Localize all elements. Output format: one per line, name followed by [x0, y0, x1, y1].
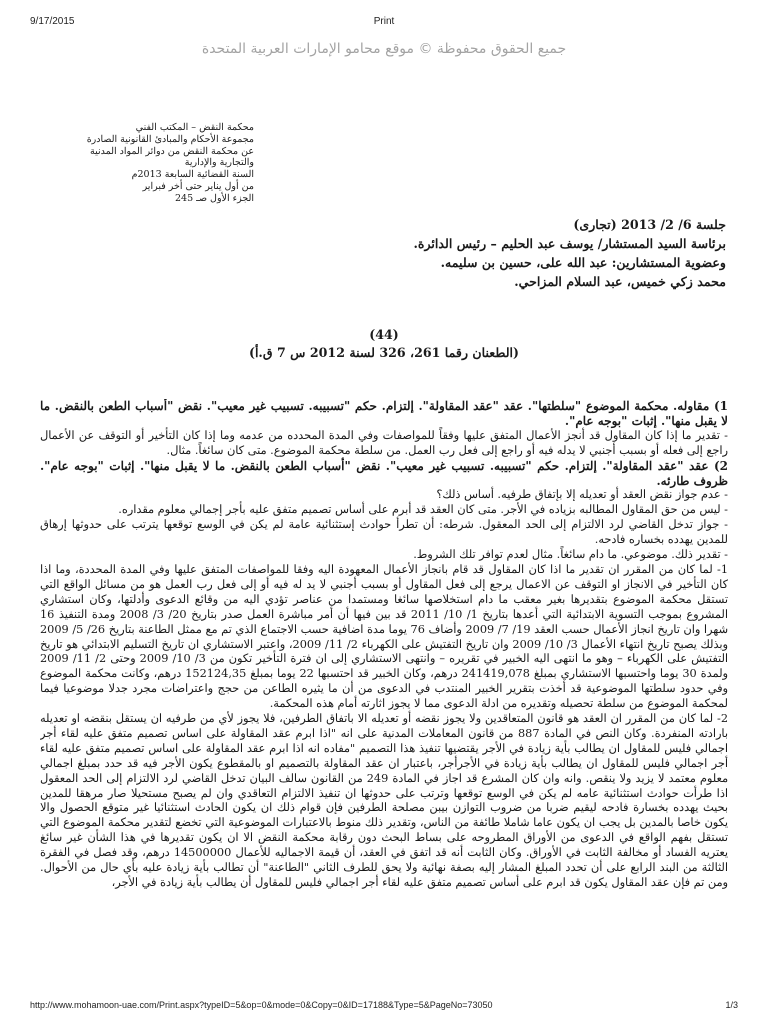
ruling-paragraph: - عدم جواز نقض العقد أو تعديله إلا بإتفاق طرفيه. أساس ذلك؟ [436, 488, 728, 502]
print-title: Print [373, 16, 395, 27]
case-heading [0, 326, 768, 362]
court-info-line: محكمة النقض – المكتب الفني [135, 122, 254, 133]
print-date: 9/17/2015 [30, 16, 75, 27]
court-info-line: مجموعة الأحكام والمبادئ القانونية الصادرة [86, 133, 254, 145]
court-info-line: من أول يناير حتى أخر فبراير [142, 180, 254, 192]
session-members-cont: محمد زكي خميس، عبد السلام المزاحي. [514, 274, 726, 289]
ruling-paragraph: - جواز تدخل القاضي لرد الالتزام إلى الحد المعقول. شرطه: أن تطرأ حوادث إستثنائية عامة لم يكن في الوسع توقعها يترتب على حدوثها إرهاق للمدين يهدده بخساره فادحه. [40, 518, 728, 547]
court-info-line: الجزء الأول صـ 245 [175, 192, 254, 204]
court-info-line: السنة القضائية السابعة 2013م [131, 169, 254, 181]
case-appeals: (الطعنان رقما 261، 326 لسنة 2012 س 7 ق.أ) [248, 345, 520, 360]
ruling-paragraph: 1- لما كان من المقرر ان تقدير ما اذا كان المقاول قد قام بانجاز الأعمال المعهودة اليه وفقا للمواصفات المتفق عليها وفي المدة المحددة، وما اذا كان التأخير في الانجاز او التوقف عن الاعمال يرجع إلى فعل المقاول أو بسبب أجنبي لا يد له فيه أو إلى فعل رب العمل هو من مسائل الواقع التي تستقل محكمة الموضوع بتقديرها بغير معقب ما دام استخلاصها سائغا ومستمدا من عناصر تؤدي اليه من وقائع الدعوى وأدلتها، وكان استشاري المشروع بموجب التسوية الابتدائية التي أعدها بتاريخ 1/ 10/ 2011 قد بين فيها أن أمر مباشرة العمل صدر بتاريخ 20/ 3/ 2008 ومدة التنفيذ 16 شهرا وان تاريخ انجاز الأعمال حسب العقد 19/ 7/ 2009 وأضاف 76 يوما مدة اضافية حسب الاجتماع الذي تم مع ممثل الطاعنة بتاريخ 26/ 5/ 2009 وبذلك يصبح تاريخ انتهاء الأعمال 3/ 10/ 2009 وان تاريخ التفتيش على الكهرباء 2/ 11/ 2009، واعتبر الاستشاري ان تاريخ التسليم الابتدائي هو تاريخ التفتيش على الكهرباء – وهو ما انتهى اليه الخبير في تقريره – وانتهى الاستشاري إلى ان فترة التأخير تكون من 3/ 10/ 2009 وحتى 2/ 11/ 2009 ولمدة 30 يوما واحتسبها الاستشاري بمبلغ 241419,078 درهم، وكان الخبير قد احتسبها 22 يوما بمبلغ 152124,35 درهم، وكانت محكمة الموضوع وفي حدود سلطتها الموضوعية قد أخذت بتقرير الخبير المنتدب في الدعوى من أن ما يثيره الطاعن من حجج واعتراضات مجرد جدلا موضوعيا فيما لمحكمة الموضوع من سلطة تحصيله وتقديره من ادلة الدعوى مما لا يجوز اثارته أمام هذه المحكمة. [40, 562, 728, 711]
session-date: جلسة 6/ 2/ 2013 (تجارى) [573, 217, 726, 232]
session-info [266, 215, 726, 291]
print-footer [30, 1000, 738, 1012]
court-info [34, 122, 254, 205]
session-members: وعضوية المستشارين: عبد الله على، حسين بن سليمه. [440, 255, 726, 270]
session-president: برئاسة السيد المستشار/ يوسف عبد الحليم – رئيس الدائرة. [413, 236, 726, 251]
court-info-line: عن محكمة النقض من دوائر المواد المدنية [89, 145, 254, 157]
court-info-line: والتجارية والإدارية [184, 157, 254, 169]
page-number: 1/3 [725, 1000, 738, 1010]
ruling-heading: 2) عقد "عقد المقاولة". إلتزام. حكم "تسبيبه. تسبيب غير معيب". نقض "أسباب الطعن بالنقض. ما لا يقبل منها". إثبات "بوجه عام". ظروف طارئه. [40, 458, 728, 488]
ruling-paragraph: - ليس من حق المقاول المطالبه بزياده في الأجر. متى كان العقد قد أبرم على أساس تصميم متفق عليه بأجر إجمالي معلوم مقداره. [118, 503, 728, 517]
ruling-heading: 1) مقاوله. محكمة الموضوع "سلطتها". عقد "عقد المقاولة". إلتزام. حكم "تسبيبه. تسبيب غير معيب". نقض "أسباب الطعن بالنقض. ما لا يقبل منها". إثبات "بوجه عام". [40, 399, 728, 428]
copyright-banner: جميع الحقوق محفوظة © موقع محامو الإمارات العربية المتحدة [201, 41, 567, 57]
source-url: http://www.mohamoon-uae.com/Print.aspx?typeID=5&op=0&mode=0&Copy=0&ID=17188&Type=5&PageNo=73050 [30, 1000, 493, 1010]
ruling-paragraph: 2- لما كان من المقرر ان العقد هو قانون المتعاقدين ولا يجوز نقضه أو تعديله الا باتفاق الطرفين، فلا يجوز لأي من طرفيه ان يستقل بنقضه او تعديله بارادته المنفردة. وكان النص في المادة 887 من قانون المعاملات المدنية على انه "اذا ابرم عقد المقاولة على اساس تصميم متفق عليه لقاء أجر اجمالي فليس للمقاول ان يطالب بأية زيادة في الأجر يقتضيها تنفيذ هذا التصميم "مفاده انه اذا ابرم عقد المقاولة على اساس تصميم متفق عليه لقاء أجر اجمالي فليس للمقاول ان يطالب بأية زيادة في الأجرأجر، باعتبار ان عقد المقاولة بالتصميم او بالمقطوع يكون الأجر فيه قد حدد بمبلغ اجمالي معلوم معتمد لا يزيد ولا ينقص. وانه وان كان المشرع قد اجاز في المادة 249 من القانون سالف البيان تدخل القاضي لرد الالتزام إلى الحد المعقول اذا طرأت حوادث استثنائية عامه لم يكن في الوسع توقعها وترتب على حدوثها ان تنفيذ الالتزام التعاقدي وان لم يصبح مستحيلا صار مرهقا للمدين بحيث يهدده بخسارة فادحه ليقيم ضربا من ضروب التوازن بيبن مصلحة الطرفين فإن قوام ذلك ان يكون الحادث استثنائيا غير متوقع الحصول والا يكون خاصا بالمدين بل يجب ان يكون عاما شاملا طائفة من الناس، وتقدير ذلك منوط بالاعتبارات الموضوعية التي تخضع لتقدير محكمة الموضوع التي تستقل بفهم الواقع في الدعوى من الأوراق المطروحه على بساط البحث دون رقابة محكمة النقض الا ان يكون تقديرها في هذا الشأن غير سائغ يعتريه الفساد أو مخالفة الثابت في الأوراق. وكان الثابت أنه قد اتفق في العقد، أن قيمة الاجماليه للأعمال 14500000 درهم، وقد فصل في الفقرة الثالثة من البند الرابع على أن تحدد المبلغ المشار إليه بصفة نهائية ولا يحق للطرف الثاني "الطاعنة" أن تطالب بأية زيادة عليه بأي حال من الأحوال. ومن تم فإن عقد المقاول يكون قد ابرم على أساس تصميم متفق عليه لقاء أجر اجمالي فليس للمقاول أن يطالب بأية زيادة في الأجر، [40, 712, 728, 889]
ruling-paragraph: - تقدير ما إذا كان المقاول قد أنجز الأعمال المتفق عليها وفقاً للمواصفات وفي المدة المحدده من عدمه وما إذا كان التأخير أو التوقف عن الأعمال راجع إلى فعله أو بسبب أجنبي لا يدله فيه أو راجع إلى فعل رب العمل. من سلطة محكمة الموضوع. متى كان سائغاً. مثال. [40, 428, 728, 457]
print-header [30, 16, 738, 30]
judgment-body [40, 399, 728, 995]
ruling-paragraph: - تقدير ذلك. موضوعي. ما دام سائغاً. مثال لعدم توافر تلك الشروط. [413, 548, 728, 562]
case-number: (44) [369, 327, 399, 342]
